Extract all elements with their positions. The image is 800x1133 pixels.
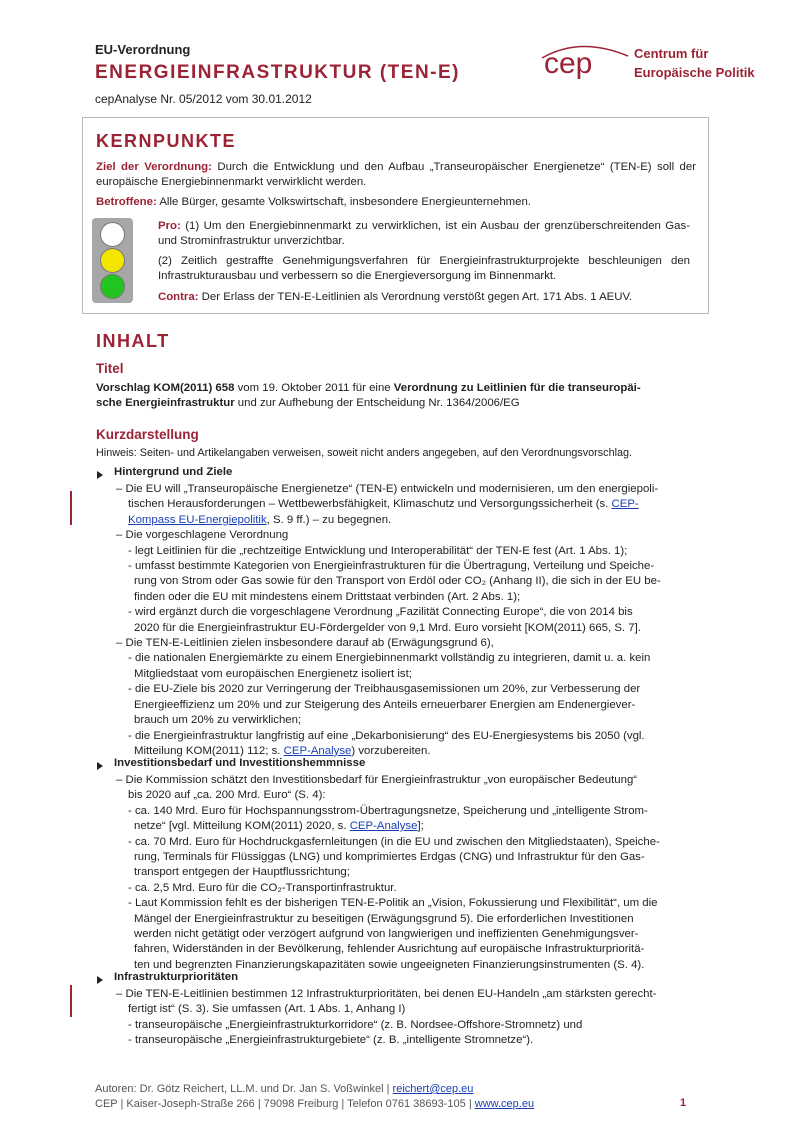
s2-line: netze“ [vgl. Mitteilung KOM(2011) 2020, s. CEP-Analyse]; xyxy=(134,820,424,833)
s2-line: - ca. 70 Mrd. Euro für Hochdruckgasfernleitungen (in die EU und zwischen den Mitgliedstaaten), Speiche- xyxy=(128,835,660,848)
s1-line: - legt Leitlinien für die „rechtzeitige Entwicklung und Interoperabilität“ der TEN-E fest (Art. 1 Abs. 1); xyxy=(128,544,628,557)
page-number: 1 xyxy=(680,1097,687,1109)
s2-line: transport entgegen der Hauptflussrichtung; xyxy=(134,866,350,879)
light-yellow xyxy=(100,248,125,273)
s1-line: rung von Strom oder Gas sowie für den Transport von Erdöl oder CO₂ (Anhang II), die sich in der EU be- xyxy=(134,575,661,588)
s2-line: ten und begrenzten Finanzierungskapazitäten sowie ungeeigneten Finanzierungsinstrumenten (S. 4). xyxy=(134,958,645,971)
section-heading-prioritaeten: Infrastrukturprioritäten xyxy=(114,971,239,983)
pro-2-paragraph: (2) Zeitlich gestraffte Genehmigungsverfahren für Energieinfrastrukturprojekte beschleunigen den Infrastrukturausbau und verbessern so die Energieversorgung im Binnenmarkt. xyxy=(158,255,690,282)
s1-line: - umfasst bestimmte Kategorien von Energieinfrastrukturen für die Übertragung, Verteilung und Speiche- xyxy=(128,560,655,573)
affected-label: Betroffene: xyxy=(96,196,157,208)
website-link[interactable]: www.cep.eu xyxy=(474,1098,535,1110)
key-points-title: KERNPUNKTE xyxy=(96,131,237,151)
section-bullet-icon xyxy=(97,471,103,479)
s1-line: Mitteilung KOM(2011) 112; s. CEP-Analyse) vorzubereiten. xyxy=(134,744,431,757)
content-title: INHALT xyxy=(96,331,170,351)
titel-regulation: Verordnung zu Leitlinien für die transeuropäi- xyxy=(393,382,641,394)
s3-line: - transeuropäische „Energieinfrastrukturkorridore“ (z. B. Nordsee-Offshore-Stromnetz) und xyxy=(128,1018,583,1031)
s1-line: 2020 für die Energieinfrastruktur EU-Fördergelder von 9,1 Mrd. Euro vorsieht [KOM(2011) 665, S. 7]. xyxy=(134,621,641,634)
document-type: EU-Verordnung xyxy=(95,42,191,57)
titel-date: vom 19. Oktober 2011 für eine xyxy=(234,382,394,394)
s3-line: fertigt ist“ (S. 3). Sie umfassen (Art. 1 Abs. 1, Anhang I) xyxy=(128,1003,406,1016)
s1-line: tischen Herausforderungen – Wettbewerbsfähigkeit, Klimaschutz und Versorgungssicherheit (s. CEP- xyxy=(128,498,639,511)
margin-marker xyxy=(70,491,72,525)
titel-paragraph xyxy=(96,381,696,412)
s1-line: – Die vorgeschlagene Verordnung xyxy=(116,529,289,542)
contra-label: Contra: xyxy=(158,291,199,303)
s1-line: Energieeffizienz um 20% und zur Steigerung des Anteils erneuerbarer Energien am Endenergiever- xyxy=(134,698,636,711)
s1-line: – Die EU will „Transeuropäische Energienetze“ (TEN-E) entwickeln und modernisieren, um den energiepoli- xyxy=(116,483,659,495)
s3-line: - transeuropäische „Energieinfrastrukturgebiete“ (z. B. „intelligente Stromnetze“). xyxy=(128,1034,534,1047)
pro-label: Pro: xyxy=(158,220,181,232)
section-3-body xyxy=(116,987,688,1049)
s2-line: werden nicht getätigt oder verzögert aufgrund von langwierigen und ineffizienten Genehmigungsver- xyxy=(134,928,639,941)
traffic-light-icon xyxy=(92,218,133,303)
section-1-body xyxy=(116,482,688,759)
logo-line-1: Centrum für xyxy=(634,46,709,61)
s1-line: - die EU-Ziele bis 2020 zur Verringerung der Treibhausgasemissionen um 20%, zur Verbesserung der xyxy=(128,683,641,696)
logo-text xyxy=(634,44,755,82)
s1-line: – Die TEN-E-Leitlinien zielen insbesondere darauf ab (Erwägungsgrund 6), xyxy=(116,637,494,650)
s2-line: – Die Kommission schätzt den Investitionsbedarf für Energieinfrastruktur „von europäischer Bedeutung“ xyxy=(116,774,638,786)
light-off xyxy=(100,222,125,247)
section-heading-hintergrund: Hintergrund und Ziele xyxy=(114,466,233,478)
document-subtitle: cepAnalyse Nr. 05/2012 vom 30.01.2012 xyxy=(95,92,312,106)
s1-line: Mitgliedstaat vom europäischen Energienetz isoliert ist; xyxy=(134,667,412,680)
s2-line: bis 2020 auf „ca. 200 Mrd. Euro“ (S. 4): xyxy=(128,789,326,802)
document-title: ENERGIEINFRASTRUKTUR (TEN-E) xyxy=(95,62,460,83)
goal-text: Durch die Entwicklung und den Aufbau „Transeuropäischer Energienetze“ (TEN-E) soll der europäische Energiebinnenmarkt verwirklicht werden. xyxy=(96,161,696,188)
titel-regulation-cont: sche Energieinfrastruktur xyxy=(96,397,235,410)
s2-line: rung, Terminals für Flüssiggas (LNG) und komprimiertes Erdgas (CNG) und Infrastruktur für den Gas- xyxy=(134,851,645,864)
footer-authors: Autoren: Dr. Götz Reichert, LL.M. und Dr. Jan S. Voßwinkel | reichert@cep.eu xyxy=(95,1083,474,1095)
section-bullet-icon xyxy=(97,976,103,984)
logo-line-2: Europäische Politik xyxy=(634,65,755,80)
s2-line: Mängel der Energieinfrastruktur zu beseitigen (Erwägungsgrund 5). Die erforderlichen Investitionen xyxy=(134,912,634,925)
titel-heading: Titel xyxy=(96,361,124,376)
cep-kompass-link-cont[interactable]: Kompass EU-Energiepolitik xyxy=(128,513,267,526)
s1-line: - wird ergänzt durch die vorgeschlagene Verordnung „Fazilität Connecting Europe“, die von 2014 bis xyxy=(128,606,633,619)
pro-1-paragraph xyxy=(158,219,690,249)
light-green xyxy=(100,274,125,299)
goal-paragraph xyxy=(96,160,696,190)
s2-line: - Laut Kommission fehlt es der bisherigen TEN-E-Politik an „Vision, Fokussierung und Flexibilität“, um die xyxy=(128,897,658,910)
s1-line: brauch um 20% zu verwirklichen; xyxy=(134,714,302,727)
s2-line: - ca. 2,5 Mrd. Euro für die CO₂-Transportinfrastruktur. xyxy=(128,881,397,894)
s1-line: - die nationalen Energiemärkte zu einem Energiebinnenmarkt vollständig zu integrieren, damit u. a. kein xyxy=(128,652,651,665)
titel-repeal: und zur Aufhebung der Entscheidung Nr. 1364/2006/EG xyxy=(234,397,520,410)
affected-text: Alle Bürger, gesamte Volkswirtschaft, insbesondere Energieunternehmen. xyxy=(159,196,531,208)
cep-analyse-link[interactable]: CEP-Analyse xyxy=(283,744,352,757)
s1-line: - die Energieinfrastruktur langfristig auf eine „Dekarbonisierung“ des EU-Energiesystems bis 2050 (vgl. xyxy=(128,729,645,742)
section-bullet-icon xyxy=(97,762,103,770)
contra-text: Der Erlass der TEN-E-Leitlinien als Verordnung verstößt gegen Art. 171 Abs. 1 AEUV. xyxy=(201,291,633,303)
s1-line: finden oder die EU mit mindestens einem Drittstaat verbinden (Art. 2 Abs. 1); xyxy=(134,590,521,603)
titel-proposal: Vorschlag KOM(2011) 658 xyxy=(96,382,235,394)
contra-paragraph xyxy=(158,290,690,305)
email-link[interactable]: reichert@cep.eu xyxy=(392,1083,474,1095)
kurz-heading: Kurzdarstellung xyxy=(96,427,199,442)
goal-label: Ziel der Verordnung: xyxy=(96,161,212,173)
s2-line: fahren, Widerständen in der Bevölkerung, fehlender Ausrichtung auf europäische Infrastrukturprioritä- xyxy=(134,943,645,956)
cep-kompass-link[interactable]: CEP- xyxy=(611,498,639,511)
s1-line: Kompass EU-Energiepolitik, S. 9 ff.) – zu begegnen. xyxy=(128,513,392,526)
section-2-body xyxy=(116,773,688,973)
logo-mark: cep xyxy=(544,47,593,80)
s3-line: – Die TEN-E-Leitlinien bestimmen 12 Infrastrukturprioritäten, bei denen EU-Handeln „am stärksten gerecht- xyxy=(116,988,657,1000)
footer xyxy=(95,1082,534,1112)
pro-1-text: (1) Um den Energiebinnenmarkt zu verwirklichen, ist ein Ausbau der grenzüberschreitenden Gas- und Strominfrastruktur unverzichtbar. xyxy=(158,220,690,247)
s2-line: - ca. 140 Mrd. Euro für Hochspannungsstrom-Übertragungsnetze, Speicherung und „intelligente Strom- xyxy=(128,804,648,817)
margin-marker xyxy=(70,985,72,1017)
footer-address: CEP | Kaiser-Joseph-Straße 266 | 79098 Freiburg | Telefon 0761 38693-105 | www.cep.eu xyxy=(95,1098,535,1110)
hinweis-note: Hinweis: Seiten- und Artikelangaben verweisen, soweit nicht anders angegeben, auf den Verordnungsvorschlag. xyxy=(96,447,632,459)
section-heading-investitionen: Investitionsbedarf und Investitionshemmnisse xyxy=(114,757,366,769)
affected-paragraph xyxy=(96,195,696,210)
cep-analyse-link-2[interactable]: CEP-Analyse xyxy=(349,820,418,833)
